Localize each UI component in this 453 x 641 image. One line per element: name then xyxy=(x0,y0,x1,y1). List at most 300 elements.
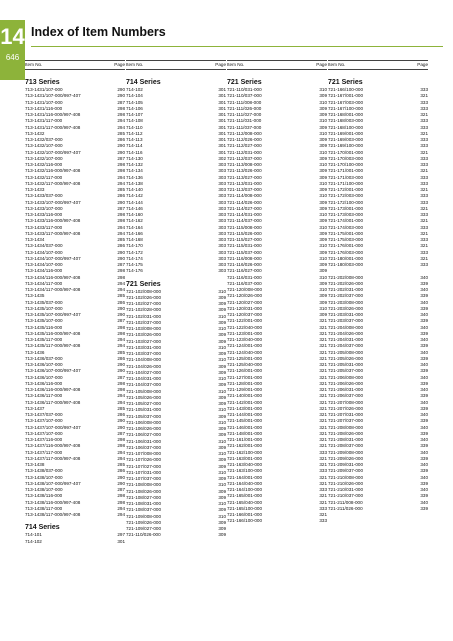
item-number: 721-104/008-000 xyxy=(126,357,161,363)
item-number: 721-123/001-000 xyxy=(227,330,262,336)
item-number: 713-1436/116-000 xyxy=(25,380,63,386)
item-number: 721-142/001-000 xyxy=(227,399,262,405)
item-number: 721-209/031-000 xyxy=(328,462,363,467)
page-reference: 321 xyxy=(319,424,327,430)
page-reference: 286 xyxy=(117,299,125,305)
page-reference: 339 xyxy=(420,368,428,374)
page-reference: 303 xyxy=(218,237,226,242)
page-reference: 309 xyxy=(218,507,226,513)
item-number: 713-1437/107-000 xyxy=(25,418,63,424)
item-number: 714-172 xyxy=(126,249,143,255)
item-number: 713-1432/117-000 xyxy=(25,174,63,180)
item-number: 721-105/026-000 xyxy=(126,394,161,400)
item-number: 714-176 xyxy=(126,268,143,274)
item-number: 713-1436/116-000/997-408 xyxy=(25,387,81,392)
page-reference: 309 xyxy=(218,519,226,525)
page-reference: 340 xyxy=(420,337,428,342)
item-number: 721-210/031-000 xyxy=(328,487,363,492)
item-number: 721-105/008-000 xyxy=(126,388,161,394)
item-number: 721-144/001-000 xyxy=(227,412,262,417)
item-number: 721-209/037-000 xyxy=(328,468,363,474)
page-reference: 321 xyxy=(420,130,428,136)
page-reference: 290 xyxy=(117,149,125,155)
page-reference: 340 xyxy=(420,412,428,417)
item-number: 721-128/001-000 xyxy=(227,380,262,386)
page-reference: 321 xyxy=(319,437,327,442)
page-reference: 285 xyxy=(117,237,125,242)
page-reference: 310 xyxy=(218,407,226,413)
page-reference: 298 xyxy=(117,212,125,217)
item-number: 713-1434/117-000/997-408 xyxy=(25,287,81,292)
page-reference: 303 xyxy=(218,268,226,274)
item-number: 721-176/003-000 xyxy=(328,249,363,255)
item-number: 721-164/040-000 xyxy=(227,480,262,486)
page-reference: 309 xyxy=(319,280,327,286)
item-number: 721-207/008-000 xyxy=(328,399,363,405)
page-reference: 309 xyxy=(218,488,226,494)
page-reference: 340 xyxy=(420,312,428,317)
item-number: 721-163/001-000 xyxy=(227,455,262,461)
item-number: 721-209/026-000 xyxy=(328,455,363,461)
page-reference: 301 xyxy=(218,137,226,142)
page-reference: 303 xyxy=(218,218,226,224)
page-reference: 321 xyxy=(420,205,428,211)
item-number: 721-106/008-000 xyxy=(126,419,161,425)
item-number: 721-120/008-000 xyxy=(227,287,262,292)
page-reference: 287 xyxy=(117,205,125,211)
page-reference: 294 xyxy=(117,230,125,236)
page-reference: 340 xyxy=(420,437,428,442)
page-reference: 309 xyxy=(218,457,226,463)
page-reference: 301 xyxy=(218,112,226,117)
page-reference: 333 xyxy=(319,487,327,492)
page-reference: 309 xyxy=(218,432,226,438)
item-number: 721-146/001-000 xyxy=(227,424,262,430)
item-number: 721-175/003-000 xyxy=(328,237,363,242)
page-reference: 340 xyxy=(420,399,428,405)
item-number: 713-1437/117-000/997-408 xyxy=(25,455,81,461)
page-reference: 321 xyxy=(319,512,327,517)
page-reference: 309 xyxy=(218,332,226,338)
item-number: 713-1437/116-000/997-408 xyxy=(25,443,81,449)
item-number: 721-207/031-000 xyxy=(328,412,363,417)
page-reference: 309 xyxy=(319,137,327,142)
page-reference: 301 xyxy=(218,87,226,92)
page-reference: 321 xyxy=(420,93,428,99)
page-reference: 309 xyxy=(218,369,226,375)
item-number: 721-211/026-000 xyxy=(328,505,363,511)
series-heading: 714 Series xyxy=(126,79,161,86)
page-reference: 303 xyxy=(218,249,226,255)
item-number: 713-1433/107-000/997-407 xyxy=(25,199,81,205)
item-number: 713-1432/116-000/997-408 xyxy=(25,168,81,174)
item-number: 721-148/001-000 xyxy=(227,430,262,436)
page-reference: 301 xyxy=(117,538,125,544)
page-reference: 310 xyxy=(218,451,226,456)
page-reference: 321 xyxy=(420,230,428,236)
page-reference: 309 xyxy=(319,187,327,192)
page-reference: 286 xyxy=(117,412,125,417)
page-reference: 333 xyxy=(420,174,428,180)
item-number: 721-171/003-000 xyxy=(328,174,363,180)
page-reference: 294 xyxy=(117,399,125,405)
item-number: 721-125/040-000 xyxy=(227,362,262,367)
item-number: 721-166/100-000 xyxy=(328,87,363,92)
item-no-header: Item No. xyxy=(25,62,43,67)
item-number: 721-103/027-000 xyxy=(126,338,161,344)
page-reference: 339 xyxy=(420,393,428,399)
item-number: 713-1435/107-000/997-407 xyxy=(25,312,81,317)
page-reference: 309 xyxy=(319,293,327,299)
page-reference: 287 xyxy=(117,155,125,161)
item-number: 721-115/027-000 xyxy=(227,237,262,242)
item-number: 721-172/003-000 xyxy=(328,193,363,199)
page-reference: 339 xyxy=(420,318,428,324)
item-number: 721-172/100-000 xyxy=(328,199,363,205)
item-number: 714-104 xyxy=(126,93,143,99)
page-reference: 309 xyxy=(319,174,327,180)
item-number: 713-1434/117-000 xyxy=(25,280,63,286)
item-number: 721-165/001-000 xyxy=(227,493,262,499)
item-number: 714-132 xyxy=(126,162,143,167)
page-reference: 339 xyxy=(420,405,428,411)
item-number: 713-1431/107-000 xyxy=(25,87,63,92)
page-reference: 310 xyxy=(319,193,327,199)
page-reference: 321 xyxy=(420,255,428,261)
index-row xyxy=(126,532,226,538)
item-number: 721-120/026-000 xyxy=(227,293,262,299)
page-reference: 310 xyxy=(218,288,226,294)
page-reference: 303 xyxy=(218,255,226,261)
page-reference: 340 xyxy=(420,387,428,392)
page-reference: 340 xyxy=(420,424,428,430)
item-number: 713-1435 xyxy=(25,293,45,299)
page-reference: 340 xyxy=(420,362,428,367)
item-number: 714-162 xyxy=(126,218,143,224)
item-number: 721-113/026-000 xyxy=(227,168,262,174)
page-reference: 294 xyxy=(117,287,125,292)
page-reference: 309 xyxy=(218,401,226,406)
page-reference: 321 xyxy=(319,343,327,349)
item-number: 714-106 xyxy=(126,105,143,111)
page-reference: 294 xyxy=(117,512,125,517)
item-number: 721-103/037-000 xyxy=(126,351,161,356)
item-number: 713-1435/107-000 xyxy=(25,318,63,324)
item-number: 713-1436/107-000/997-407 xyxy=(25,368,81,374)
page-reference: 321 xyxy=(319,474,327,480)
page-reference: 333 xyxy=(319,518,327,524)
page-reference: 321 xyxy=(420,218,428,224)
item-number: 721-104/026-000 xyxy=(126,363,161,369)
page-reference: 310 xyxy=(319,287,327,292)
item-number: 721-107/027-000 xyxy=(126,463,161,469)
item-number: 721-174/001-000 xyxy=(328,218,363,224)
page-reference: 294 xyxy=(117,280,125,286)
item-number: 721-106/031-000 xyxy=(126,438,161,444)
item-number: 721-106/037-000 xyxy=(126,444,161,450)
page-reference: 309 xyxy=(218,294,226,300)
item-number: 713-1431/117-000/997-408 xyxy=(25,124,81,130)
item-number: 713-1434/107-000/997-407 xyxy=(25,255,81,261)
item-number: 713-1431/107-000/997-407 xyxy=(25,93,81,99)
item-number: 721-161/001-000 xyxy=(227,437,262,442)
page-reference: 309 xyxy=(319,237,327,242)
item-number: 713-1438/116-000 xyxy=(25,493,63,499)
page-reference: 298 xyxy=(117,112,125,117)
page-reference: 303 xyxy=(218,230,226,236)
page-reference: 310 xyxy=(218,344,226,350)
item-number: 721-115/008-000 xyxy=(227,224,262,230)
page-reference: 321 xyxy=(319,318,327,324)
item-number: 714-101 xyxy=(25,532,42,538)
item-number: 721-203/031-000 xyxy=(328,312,363,317)
item-number: 721-163/040-000 xyxy=(227,462,262,467)
page-reference: 333 xyxy=(420,237,428,242)
item-number: 721-202/031-000 xyxy=(328,287,363,292)
page-reference: 333 xyxy=(319,449,327,455)
page-reference: 290 xyxy=(117,255,125,261)
item-number: 714-142 xyxy=(126,193,143,199)
page-reference: 321 xyxy=(420,149,428,155)
item-number: 713-1435/117-000/997-408 xyxy=(25,343,81,349)
item-number: 713-1433/116-000 xyxy=(25,212,63,217)
page-reference: 287 xyxy=(117,262,125,267)
item-number: 713-1436/117-000/997-408 xyxy=(25,399,81,405)
column-header xyxy=(227,60,327,70)
item-number: 713-1432/037-000 xyxy=(25,137,63,142)
item-number: 721-145/001-000 xyxy=(227,418,262,424)
page-reference: 339 xyxy=(420,443,428,449)
item-number: 714-134 xyxy=(126,168,143,174)
page-reference: 290 xyxy=(117,362,125,367)
page-reference: 294 xyxy=(117,455,125,461)
page-reference: 285 xyxy=(117,349,125,355)
page-reference: 303 xyxy=(218,212,226,217)
page-reference: 294 xyxy=(117,124,125,130)
item-number: 721-107/026-000 xyxy=(126,457,161,463)
item-number: 721-104/027-000 xyxy=(126,369,161,375)
page-reference: 286 xyxy=(117,137,125,142)
column-header xyxy=(328,60,428,70)
page-reference: 294 xyxy=(117,449,125,455)
item-number: 713-1434/107-000 xyxy=(25,249,63,255)
item-number: 713-1433/037-000 xyxy=(25,193,63,199)
page-reference: 285 xyxy=(117,462,125,467)
item-number: 721-168/100-000 xyxy=(328,124,363,130)
item-number: 714-130 xyxy=(126,155,143,161)
page-reference: 321 xyxy=(420,168,428,174)
page-reference: 333 xyxy=(420,212,428,217)
item-number: 721-114/008-000 xyxy=(227,193,262,199)
item-number: 721-208/031-000 xyxy=(328,437,363,442)
page-reference: 321 xyxy=(319,324,327,330)
page-reference: 339 xyxy=(420,330,428,336)
item-number: 721-111/027-000 xyxy=(227,112,262,117)
page-reference: 290 xyxy=(117,199,125,205)
page-reference: 309 xyxy=(218,363,226,369)
page-reference: 340 xyxy=(420,474,428,480)
item-number: 713-1436/037-000 xyxy=(25,355,63,361)
item-number: 714-168 xyxy=(126,237,143,242)
page-reference: 298 xyxy=(117,330,125,336)
page-reference: 340 xyxy=(420,299,428,305)
item-number: 713-1431/116-000 xyxy=(25,105,63,111)
item-number: 721-111/008-000 xyxy=(227,99,262,105)
page-reference: 321 xyxy=(319,493,327,499)
item-number: 721-108/027-000 xyxy=(126,494,161,500)
item-number: 721-114/027-000 xyxy=(227,205,262,211)
page-reference: 309 xyxy=(319,205,327,211)
item-number: 714-102 xyxy=(126,87,143,92)
item-number: 721-167/100-000 xyxy=(328,105,363,111)
item-number: 713-1437/107-000/997-407 xyxy=(25,424,81,430)
page-reference: 309 xyxy=(319,262,327,267)
page-reference: 339 xyxy=(420,305,428,311)
page-reference: 303 xyxy=(218,168,226,174)
page-reference: 310 xyxy=(218,313,226,319)
item-number: 721-109/027-000 xyxy=(126,526,161,531)
chapter-number: 14 xyxy=(0,24,25,49)
item-number: 721-206/037-000 xyxy=(328,393,363,399)
page-reference: 310 xyxy=(319,162,327,167)
page-reference: 303 xyxy=(218,262,226,267)
item-number: 721-164/001-000 xyxy=(227,474,262,480)
page-reference: 339 xyxy=(420,418,428,424)
item-number: 721-112/027-000 xyxy=(227,143,262,149)
item-number: 721-120/037-000 xyxy=(227,312,262,317)
item-number: 721-115/037-000 xyxy=(227,249,262,255)
item-number: 713-1434 xyxy=(25,237,45,242)
item-number: 714-138 xyxy=(126,180,143,186)
item-number: 721-112/008-000 xyxy=(227,130,262,136)
page-reference: 309 xyxy=(319,299,327,305)
item-number: 721-102/026-000 xyxy=(126,294,161,300)
item-number: 713-1432/107-000 xyxy=(25,143,63,149)
item-number: 721-210/026-000 xyxy=(328,480,363,486)
page-reference: 286 xyxy=(117,193,125,199)
page-reference: 310 xyxy=(319,149,327,155)
page-reference: 340 xyxy=(420,324,428,330)
index-row xyxy=(25,512,125,518)
item-number: 721-173/003-000 xyxy=(328,212,363,217)
page-reference: 309 xyxy=(218,532,226,538)
item-number: 721-112/026-000 xyxy=(227,137,262,142)
page-reference: 285 xyxy=(117,405,125,411)
page-reference: 309 xyxy=(319,155,327,161)
item-number: 721-109/026-000 xyxy=(126,519,161,525)
page-reference: 310 xyxy=(218,438,226,444)
item-number: 713-1434/116-000/997-408 xyxy=(25,274,81,280)
item-number: 721-125/001-000 xyxy=(227,355,262,361)
item-number: 721-113/008-000 xyxy=(227,162,262,167)
item-number: 721-112/037-000 xyxy=(227,155,262,161)
page-reference: 309 xyxy=(319,199,327,205)
item-number: 721-112/031-000 xyxy=(227,149,262,155)
item-number: 721-164/100-000 xyxy=(227,487,262,492)
page-reference: 333 xyxy=(319,468,327,474)
page-reference: 287 xyxy=(117,430,125,436)
item-number: 721-116/027-000 xyxy=(227,268,262,274)
page-reference: 298 xyxy=(117,387,125,392)
series-heading: 713 Series xyxy=(25,79,60,86)
page-reference: 310 xyxy=(319,243,327,249)
item-number: 721-102/008-000 xyxy=(126,288,161,294)
page-reference: 298 xyxy=(117,324,125,330)
item-number: 721-165/040-000 xyxy=(227,499,262,505)
page-reference: 321 xyxy=(319,393,327,399)
page-reference: 333 xyxy=(420,193,428,199)
item-number: 721-210/037-000 xyxy=(328,493,363,499)
page-reference: 298 xyxy=(117,437,125,442)
page-reference: 340 xyxy=(420,449,428,455)
item-number: 721-114/037-000 xyxy=(227,218,262,224)
page-reference: 310 xyxy=(218,388,226,394)
item-number: 714-140 xyxy=(126,187,143,192)
page-reference: 309 xyxy=(218,382,226,388)
item-number: 721-114/031-000 xyxy=(227,212,262,217)
item-number: 713-1433/107-000 xyxy=(25,205,63,211)
page-reference: 321 xyxy=(319,443,327,449)
item-number: 721-203/008-000 xyxy=(328,299,363,305)
item-number: 714-164 xyxy=(126,224,143,230)
item-number: 721-115/026-000 xyxy=(227,230,262,236)
item-number: 721-165/100-000 xyxy=(227,505,262,511)
item-number: 721-204/037-000 xyxy=(328,343,363,349)
page-reference: 340 xyxy=(420,287,428,292)
item-number: 721-168/001-000 xyxy=(328,112,363,117)
page-reference: 298 xyxy=(117,499,125,505)
page-reference: 309 xyxy=(319,218,327,224)
page-reference: 309 xyxy=(218,351,226,356)
item-number: 721-174/003-000 xyxy=(328,224,363,230)
page-reference: 303 xyxy=(218,187,226,192)
item-number: 714-114 xyxy=(126,143,143,149)
page-header: Page xyxy=(316,62,327,67)
page-reference: 309 xyxy=(218,394,226,400)
item-number: 721-171/100-000 xyxy=(328,180,363,186)
item-number: 713-1432/116-000 xyxy=(25,162,63,167)
item-number: 721-167/003-000 xyxy=(328,99,363,105)
item-number: 713-1437 xyxy=(25,405,45,411)
item-number: 721-172/001-000 xyxy=(328,187,363,192)
item-number: 721-120/027-000 xyxy=(227,299,262,305)
page-reference: 290 xyxy=(117,87,125,92)
page-reference: 303 xyxy=(218,162,226,167)
page-reference: 298 xyxy=(117,162,125,167)
item-number: 713-1436/107-000 xyxy=(25,374,63,380)
page-title: Index of Item Numbers xyxy=(31,25,166,39)
item-number: 721-170/003-000 xyxy=(328,155,363,161)
item-number: 721-110/026-000 xyxy=(126,532,161,538)
page-reference: 298 xyxy=(117,443,125,449)
item-number: 714-110 xyxy=(126,124,143,130)
page-reference: 321 xyxy=(420,243,428,249)
index-row xyxy=(126,268,226,274)
item-number: 721-102/028-000 xyxy=(126,307,161,313)
page-reference: 339 xyxy=(420,293,428,299)
page-reference: 290 xyxy=(117,143,125,149)
item-number: 721-208/008-000 xyxy=(328,424,363,430)
page-reference: 321 xyxy=(420,112,428,117)
page-reference: 321 xyxy=(319,405,327,411)
page-reference: 310 xyxy=(218,376,226,381)
item-number: 721-127/001-000 xyxy=(227,374,262,380)
item-number: 721-124/040-000 xyxy=(227,349,262,355)
item-number: 713-1433/117-000 xyxy=(25,224,63,230)
series-heading: 721 Series xyxy=(126,280,161,288)
page-reference: 301 xyxy=(218,143,226,149)
page-reference: 309 xyxy=(218,319,226,325)
